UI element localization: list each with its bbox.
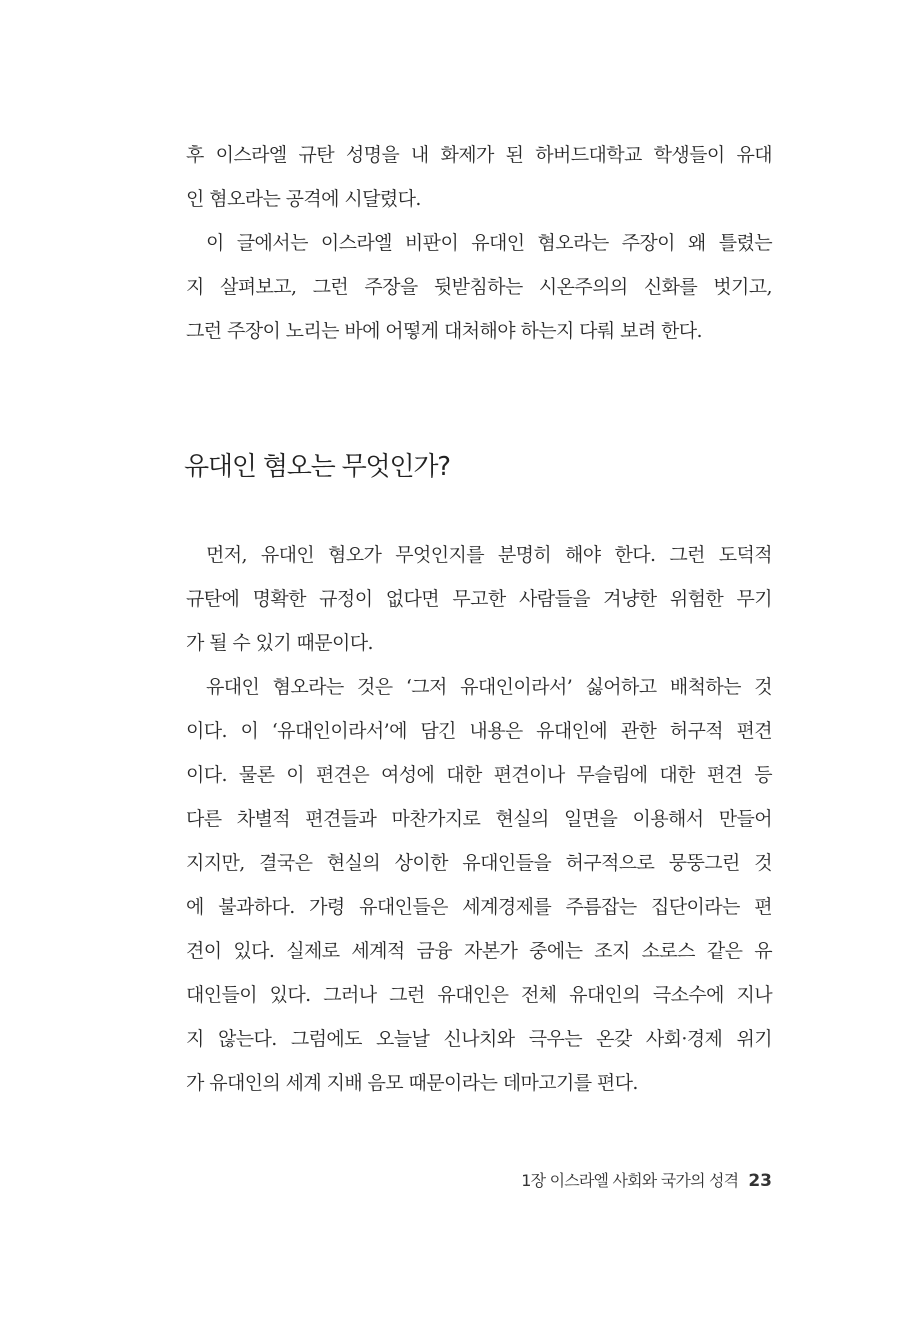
text-line: 에 불과하다. 가령 유대인들은 세계경제를 주름잡는 집단이라는 편 <box>186 896 772 918</box>
text-line: 인 혐오라는 공격에 시달렸다. <box>186 188 421 210</box>
text-line: 이다. 물론 이 편견은 여성에 대한 편견이나 무슬림에 대한 편견 등 <box>186 764 772 786</box>
text-line: 가 될 수 있기 때문이다. <box>186 632 373 654</box>
text-line: 다른 차별적 편견들과 마찬가지로 현실의 일면을 이용해서 만들어 <box>186 808 772 830</box>
page-footer <box>521 1166 772 1196</box>
text-line: 후 이스라엘 규탄 성명을 내 화제가 된 하버드대학교 학생들이 유대 <box>186 144 772 166</box>
text-line: 유대인 혐오라는 것은 ‘그저 유대인이라서’ 싫어하고 배척하는 것 <box>206 676 772 698</box>
text-line: 지지만, 결국은 현실의 상이한 유대인들을 허구적으로 뭉뚱그린 것 <box>186 852 772 874</box>
text-line: 지 살펴보고, 그런 주장을 뒷받침하는 시온주의의 신화를 벗기고, <box>186 276 772 298</box>
text-line: 이 글에서는 이스라엘 비판이 유대인 혐오라는 주장이 왜 틀렸는 <box>206 232 772 254</box>
text-line: 지 않는다. 그럼에도 오늘날 신나치와 극우는 온갖 사회·경제 위기 <box>186 1028 772 1050</box>
text-line: 이다. 이 ‘유대인이라서’에 담긴 내용은 유대인에 관한 허구적 편견 <box>186 720 772 742</box>
text-line: 가 유대인의 세계 지배 음모 때문이라는 데마고기를 편다. <box>186 1072 638 1094</box>
text-line: 대인들이 있다. 그러나 그런 유대인은 전체 유대인의 극소수에 지나 <box>186 984 772 1006</box>
text-line: 견이 있다. 실제로 세계적 금융 자본가 중에는 조지 소로스 같은 유 <box>186 940 772 962</box>
chapter-title: 1장 이스라엘 사회와 국가의 성격 <box>521 1171 739 1190</box>
text-line: 먼저, 유대인 혐오가 무엇인지를 분명히 해야 한다. 그런 도덕적 <box>206 544 772 566</box>
section-heading: 유대인 혐오는 무엇인가? <box>184 452 450 482</box>
page-number: 23 <box>748 1171 772 1191</box>
text-line: 규탄에 명확한 규정이 없다면 무고한 사람들을 겨냥한 위험한 무기 <box>186 588 772 610</box>
text-line: 그런 주장이 노리는 바에 어떻게 대처해야 하는지 다뤄 보려 한다. <box>186 320 703 342</box>
